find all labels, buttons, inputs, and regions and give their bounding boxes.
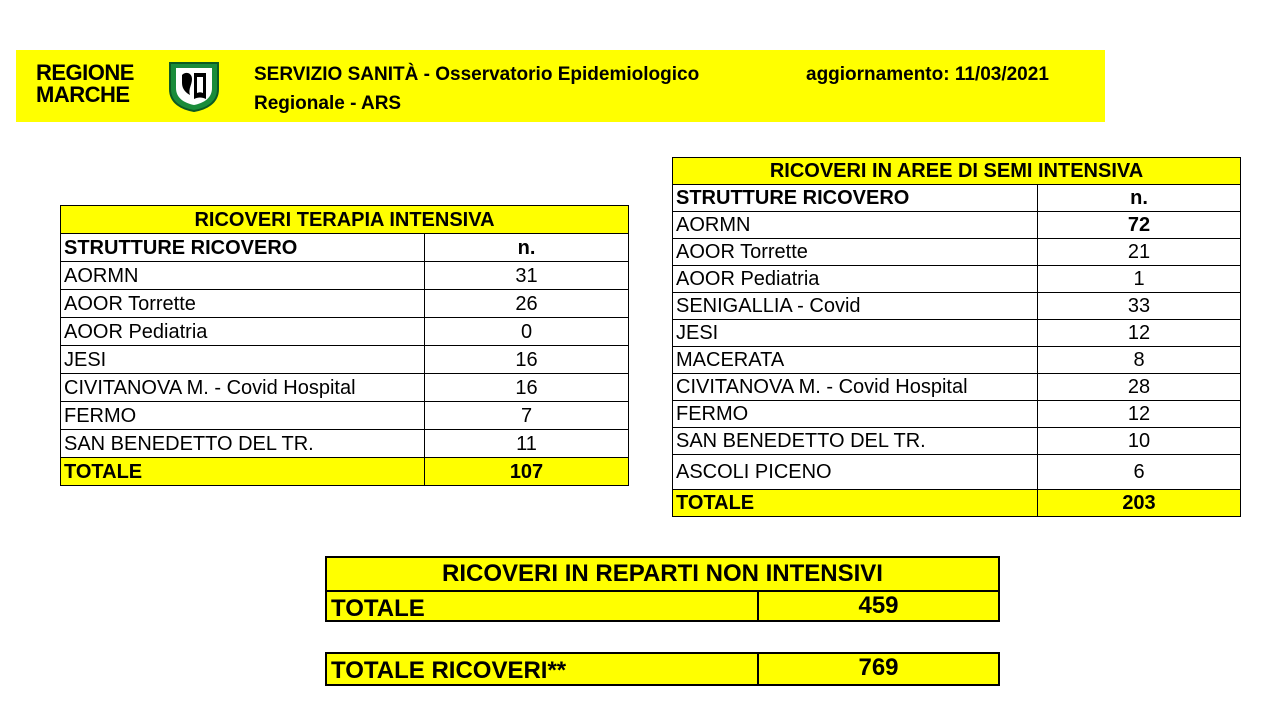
table-row (673, 212, 1241, 239)
logo-line-2: MARCHE (36, 82, 130, 107)
table-row (61, 374, 629, 402)
total-value: 203 (1038, 490, 1241, 517)
total-admissions-box (325, 652, 1000, 686)
total-row (673, 490, 1241, 517)
row-name: MACERATA (673, 347, 1038, 374)
row-count: 28 (1038, 374, 1241, 401)
row-count: 12 (1038, 320, 1241, 347)
col-header-struttura: STRUTTURE RICOVERO (61, 234, 425, 262)
region-shield-icon (166, 59, 222, 113)
table-row (61, 430, 629, 458)
non-intensive-total-label: TOTALE (327, 592, 759, 622)
total-label: TOTALE (673, 490, 1038, 517)
row-count: 8 (1038, 347, 1241, 374)
service-title-line-1: SERVIZIO SANITÀ - Osservatorio Epidemiologico (254, 64, 700, 85)
row-name: SAN BENEDETTO DEL TR. (61, 430, 425, 458)
row-count: 10 (1038, 428, 1241, 455)
update-date: aggiornamento: 11/03/2021 (806, 64, 1049, 85)
row-name: AORMN (673, 212, 1038, 239)
table-row (61, 346, 629, 374)
total-row (61, 458, 629, 486)
row-count: 26 (425, 290, 629, 318)
header-banner (16, 50, 1105, 122)
row-count: 31 (425, 262, 629, 290)
table-row (61, 318, 629, 346)
service-title-line-2: Regionale - ARS (254, 93, 402, 114)
row-count: 12 (1038, 401, 1241, 428)
row-name: CIVITANOVA M. - Covid Hospital (673, 374, 1038, 401)
row-name: AORMN (61, 262, 425, 290)
row-name: AOOR Pediatria (61, 318, 425, 346)
row-count: 72 (1038, 212, 1241, 239)
table-row (61, 402, 629, 430)
region-logo-text (36, 62, 134, 106)
row-count: 16 (425, 374, 629, 402)
logo-line-1: REGIONE (36, 60, 134, 85)
row-count: 7 (425, 402, 629, 430)
table-row (673, 401, 1241, 428)
table-row (673, 320, 1241, 347)
row-count: 21 (1038, 239, 1241, 266)
row-name: JESI (61, 346, 425, 374)
row-name: FERMO (673, 401, 1038, 428)
row-name: AOOR Torrette (673, 239, 1038, 266)
row-name: AOOR Torrette (61, 290, 425, 318)
intensive-care-title: RICOVERI TERAPIA INTENSIVA (61, 206, 629, 234)
total-admissions-label: TOTALE RICOVERI** (327, 654, 759, 684)
row-name: AOOR Pediatria (673, 266, 1038, 293)
table-row (673, 374, 1241, 401)
table-row (61, 262, 629, 290)
non-intensive-box (325, 556, 1000, 622)
table-row (673, 293, 1241, 320)
row-name: FERMO (61, 402, 425, 430)
table-row (673, 239, 1241, 266)
col-header-n: n. (1038, 185, 1241, 212)
non-intensive-title: RICOVERI IN REPARTI NON INTENSIVI (327, 558, 998, 592)
row-count: 16 (425, 346, 629, 374)
row-name: SENIGALLIA - Covid (673, 293, 1038, 320)
total-admissions-value: 769 (858, 654, 899, 681)
row-name: SAN BENEDETTO DEL TR. (673, 428, 1038, 455)
row-count: 6 (1038, 455, 1241, 490)
table-row (673, 266, 1241, 293)
table-row (673, 347, 1241, 374)
row-count: 33 (1038, 293, 1241, 320)
col-header-n: n. (425, 234, 629, 262)
row-name: ASCOLI PICENO (673, 455, 1038, 490)
table-row (673, 428, 1241, 455)
col-header-struttura: STRUTTURE RICOVERO (673, 185, 1038, 212)
semi-intensive-table (672, 157, 1241, 517)
row-count: 11 (425, 430, 629, 458)
row-name: JESI (673, 320, 1038, 347)
service-title (254, 60, 699, 118)
total-value: 107 (425, 458, 629, 486)
semi-intensive-title: RICOVERI IN AREE DI SEMI INTENSIVA (673, 158, 1241, 185)
row-count: 0 (425, 318, 629, 346)
intensive-care-table (60, 205, 629, 486)
total-label: TOTALE (61, 458, 425, 486)
table-row (61, 290, 629, 318)
non-intensive-total-value: 459 (858, 592, 899, 619)
row-count: 1 (1038, 266, 1241, 293)
row-name: CIVITANOVA M. - Covid Hospital (61, 374, 425, 402)
table-row (673, 455, 1241, 490)
